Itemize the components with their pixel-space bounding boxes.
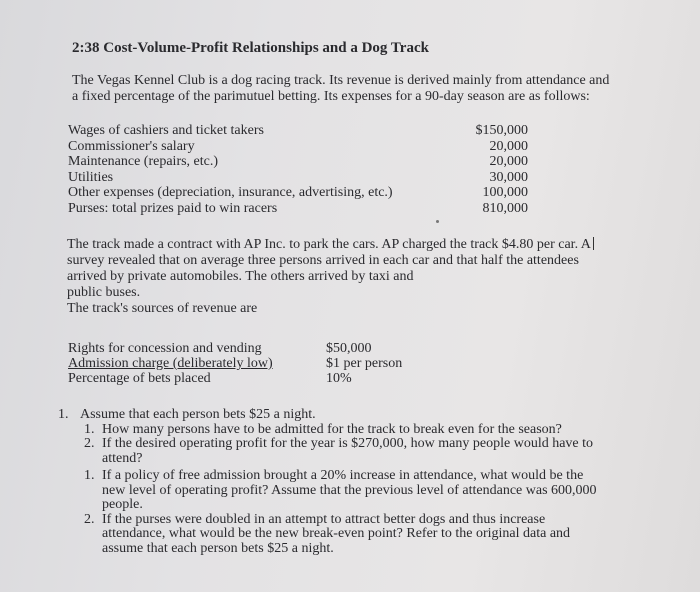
- revenue-table: [68, 341, 488, 386]
- contract-paragraph: [67, 237, 677, 317]
- question-line: If a policy of free admission brought a 20% increase in attendance, what would be the: [102, 468, 584, 483]
- contract-line: The track made a contract with AP Inc. to park the cars. AP charged the track $4.80 per car. A: [67, 237, 677, 253]
- question-text: Assume that each person bets $25 a night.: [80, 407, 316, 422]
- problem-title: 2:38 Cost-Volume-Profit Relationships and a Dog Track: [72, 40, 429, 56]
- revenue-label: Rights for concession and vending: [68, 341, 262, 356]
- question-line: attendance, what would be the new break-even point? Refer to the original data and: [102, 526, 571, 541]
- expense-amount: $150,000: [475, 123, 528, 138]
- question-line: assume that each person bets $25 a night.: [102, 540, 334, 556]
- question-line: If the purses were doubled in an attempt to attract better dogs and thus increase: [102, 511, 546, 527]
- expense-row: [68, 201, 528, 217]
- revenue-row: [68, 371, 488, 386]
- question-number: 1.: [84, 421, 95, 437]
- question-line: new level of operating profit? Assume that the previous level of attendance was 600,000: [102, 482, 597, 498]
- expenses-table: [68, 123, 528, 216]
- contract-line: arrived by private automobiles. The others arrived by taxi and: [67, 269, 414, 284]
- text-cursor-icon: [593, 237, 594, 250]
- intro-line: The Vegas Kennel Club is a dog racing track. Its revenue is derived mainly from attendance and: [72, 73, 610, 88]
- stray-mark: [436, 220, 439, 223]
- revenue-value: $1 per person: [326, 356, 403, 371]
- revenue-row: [68, 341, 488, 356]
- expense-row: [68, 123, 528, 139]
- expense-row: [68, 170, 528, 186]
- expense-row: [68, 154, 528, 170]
- sub-question-group: [58, 423, 658, 557]
- questions-list: [58, 408, 658, 556]
- expense-label: Maintenance (repairs, etc.): [68, 154, 219, 169]
- question-item: [58, 408, 658, 423]
- contract-line: The track's sources of revenue are: [67, 301, 258, 316]
- revenue-label: Percentage of bets placed: [68, 371, 211, 386]
- question-number: 1.: [84, 468, 95, 483]
- expense-amount: 20,000: [489, 154, 528, 169]
- question-number: 2.: [84, 436, 95, 451]
- contract-line: survey revealed that on average three persons arrived in each car and that half the attendees: [67, 253, 579, 268]
- revenue-value: $50,000: [326, 341, 372, 356]
- expense-label: Commissioner's salary: [68, 138, 195, 154]
- question-line: people.: [102, 497, 143, 512]
- revenue-row: [68, 356, 488, 371]
- question-number: 2.: [84, 511, 95, 527]
- sub-question-item: [84, 423, 658, 438]
- expense-row: [68, 185, 528, 201]
- expense-label: Wages of cashiers and ticket takers: [68, 123, 264, 138]
- expense-label: Purses: total prizes paid to win racers: [68, 200, 278, 216]
- question-line: How many persons have to be admitted for the track to break even for the season?: [102, 421, 562, 437]
- expense-amount: 30,000: [489, 169, 528, 185]
- expense-amount: 100,000: [482, 185, 528, 200]
- expense-label: Other expenses (depreciation, insurance, advertising, etc.): [68, 185, 393, 200]
- expense-label: Utilities: [68, 169, 114, 185]
- expense-amount: 810,000: [482, 200, 528, 216]
- question-number: 1.: [58, 407, 69, 422]
- intro-line: a fixed percentage of the parimutuel betting. Its expenses for a 90-day season are as follows:: [72, 89, 590, 104]
- sub-question-item: [84, 513, 658, 557]
- revenue-label: Admission charge (deliberately low): [68, 356, 273, 371]
- question-line: attend?: [102, 450, 143, 466]
- sub-question-item: [84, 437, 658, 466]
- contract-line: public buses.: [67, 285, 141, 300]
- expense-row: [68, 139, 528, 155]
- sub-question-item: [84, 469, 658, 513]
- intro-paragraph: [72, 73, 672, 105]
- expense-amount: 20,000: [489, 138, 528, 154]
- question-line: If the desired operating profit for the year is $270,000, how many people would have to: [102, 436, 594, 451]
- revenue-value: 10%: [326, 371, 352, 386]
